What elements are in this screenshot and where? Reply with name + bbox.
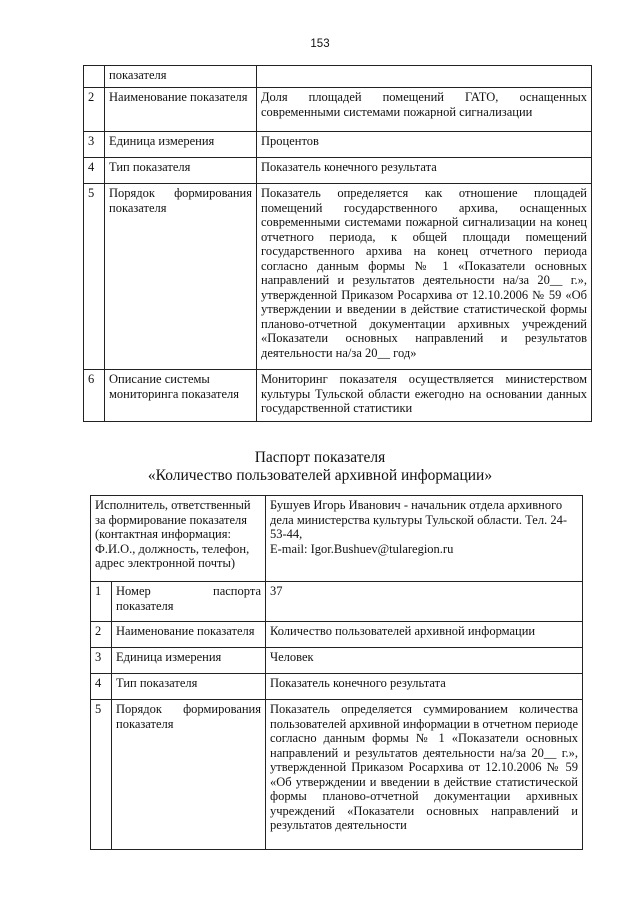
responsible-person: Бушуев Игорь Иванович - начальник отдела архивного дела министерства культуры Тульской области. Тел. 24-53-44, [270, 498, 568, 541]
row-value: Количество пользователей архивной информации [266, 622, 583, 648]
table-row [91, 700, 583, 850]
table-row [84, 158, 592, 184]
row-number: 2 [91, 622, 112, 648]
passport-title: Паспорт показателя [254, 449, 386, 466]
row-value: Показатель конечного результата [266, 674, 583, 700]
row-value: Доля площадей помещений ГАТО, оснащенных современными системами пожарной сигнализации [257, 88, 592, 132]
table-header-row [91, 496, 583, 582]
responsible-label: Исполнитель, ответственный за формирование показателя (контактная информация: Ф.И.О., должность, телефон, адрес электронной почты) [91, 496, 266, 582]
row-value: Показатель определяется суммированием количества пользователей архивной информации в отчетном периоде согласно данным формы № 1 «Показатели основных направлений и результатов деятельности на/за 20__ г.», утвержденной Приказом Росархива от 12.10.2006 № 59 «Об утверждении и введении в действие статистической формы планово-отчетной документации архивных учреждений «Показатели основных направлений и результатов деятельности [266, 700, 583, 850]
row-number: 5 [91, 700, 112, 850]
row-number: 6 [84, 370, 105, 422]
row-number: 3 [91, 648, 112, 674]
responsible-email: E-mail: Igor.Bushuev@tularegion.ru [270, 541, 454, 556]
row-label: показателя [105, 66, 257, 88]
row-value: Процентов [257, 132, 592, 158]
row-value [257, 66, 592, 88]
row-value: Показатель конечного результата [257, 158, 592, 184]
indicator-passport-table-1 [83, 65, 592, 422]
page-number: 153 [310, 38, 330, 50]
row-value: Мониторинг показателя осуществляется министерством культуры Тульской области ежегодно на основании данных государственной статистики [257, 370, 592, 422]
row-label: Тип показателя [112, 674, 266, 700]
row-number: 4 [91, 674, 112, 700]
row-number: 3 [84, 132, 105, 158]
row-label: Наименование показателя [105, 88, 257, 132]
row-label: Номер паспорта показателя [112, 582, 266, 622]
table-row [91, 582, 583, 622]
indicator-passport-table-2 [90, 495, 583, 850]
table-row [84, 184, 592, 370]
passport-subtitle: «Количество пользователей архивной информации» [147, 467, 493, 484]
row-value: 37 [266, 582, 583, 622]
row-label: Наименование показателя [112, 622, 266, 648]
row-number [84, 66, 105, 88]
table-row [84, 88, 592, 132]
row-label: Единица измерения [112, 648, 266, 674]
table-row [84, 132, 592, 158]
table-row [91, 674, 583, 700]
row-number: 1 [91, 582, 112, 622]
row-label: Порядок формирования показателя [105, 184, 257, 370]
row-number: 2 [84, 88, 105, 132]
row-label: Тип показателя [105, 158, 257, 184]
table-row [91, 648, 583, 674]
row-number: 5 [84, 184, 105, 370]
row-label: Описание системы мониторинга показателя [105, 370, 257, 422]
table-row [84, 370, 592, 422]
row-value: Показатель определяется как отношение площадей помещений государственного архива, оснащенных современными системами пожарной сигнализации на конец отчетного периода, к общей площади помещений государственного архива на конец отчетного периода согласно данным формы № 1 «Показатели основных направлений и результатов деятельности на/за 20__ г.», утвержденной Приказом Росархива от 12.10.2006 № 59 «Об утверждении и введении в действие статистической формы планово-отчетной документации архивных учреждений «Показатели основных направлений и результатов деятельности на/за 20__ год» [257, 184, 592, 370]
table-row [84, 66, 592, 88]
row-label: Порядок формирования показателя [112, 700, 266, 850]
row-value: Человек [266, 648, 583, 674]
responsible-value [266, 496, 583, 582]
row-label: Единица измерения [105, 132, 257, 158]
row-number: 4 [84, 158, 105, 184]
table-row [91, 622, 583, 648]
